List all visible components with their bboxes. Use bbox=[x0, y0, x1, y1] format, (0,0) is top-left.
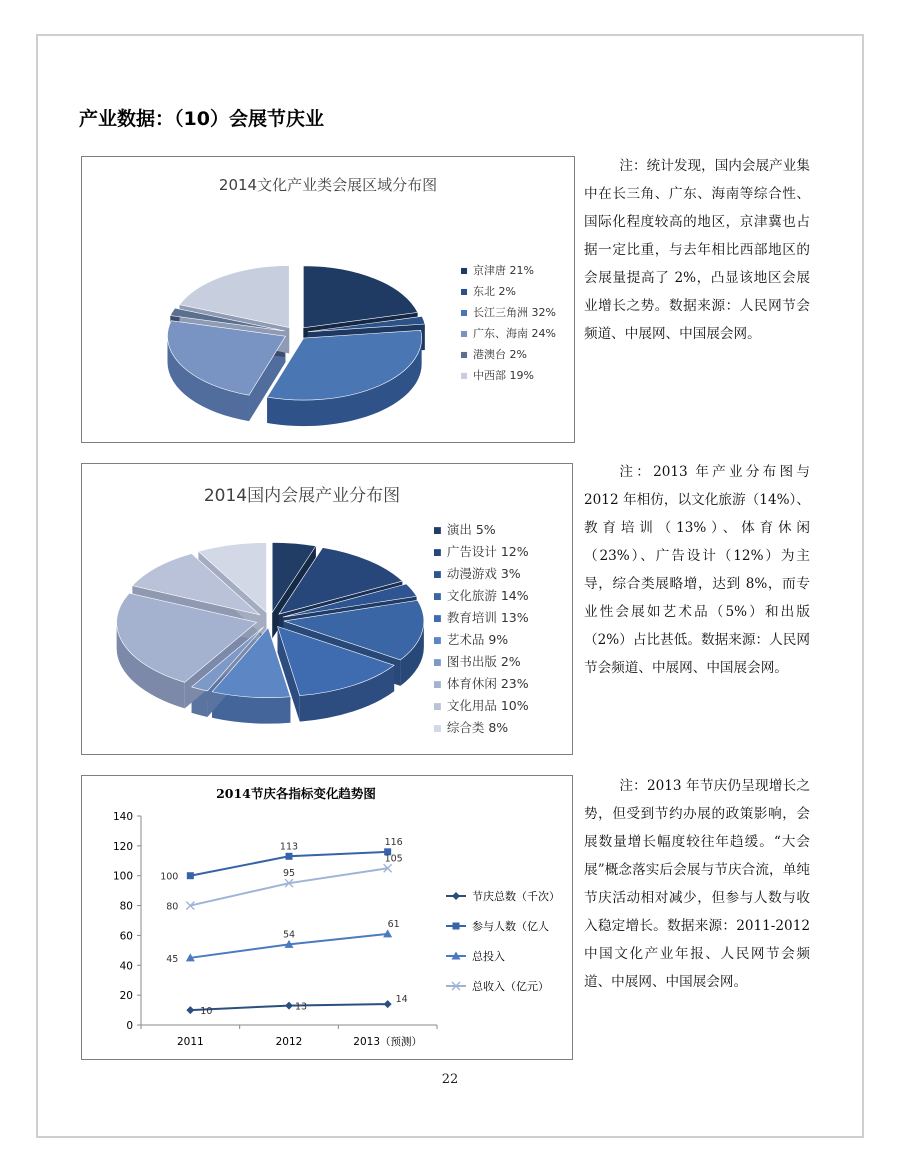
series-0-label-0: 10 bbox=[200, 1006, 213, 1018]
legend-label-2: 动漫游戏 3% bbox=[446, 566, 521, 581]
legend-swatch-4 bbox=[461, 352, 467, 358]
x-tick-label-1: 2012 bbox=[275, 1036, 303, 1048]
legend-swatch-3 bbox=[461, 331, 467, 337]
legend-label-5: 中西部 19% bbox=[473, 369, 535, 382]
page-number: 22 bbox=[441, 1072, 459, 1087]
series-2-label-1: 54 bbox=[282, 929, 296, 941]
legend-label-0: 节庆总数（千次） bbox=[472, 890, 560, 903]
legend-label-2: 长江三角洲 32% bbox=[473, 306, 557, 319]
series-0-label-1: 13 bbox=[294, 1001, 308, 1013]
legend-label-8: 文化用品 10% bbox=[446, 698, 529, 713]
legend-swatch-0 bbox=[434, 527, 441, 534]
series-1-label-0: 100 bbox=[160, 871, 179, 883]
legend-label-1: 参与人数（亿人 bbox=[472, 920, 549, 933]
series-1-label-2: 116 bbox=[384, 836, 403, 848]
series-2-label-2: 61 bbox=[387, 918, 400, 930]
legend-label-1: 广告设计 12% bbox=[446, 544, 529, 559]
legend-label-6: 图书出版 2% bbox=[446, 654, 521, 669]
series-0-label-2: 14 bbox=[395, 994, 408, 1006]
legend-swatch-6 bbox=[434, 659, 441, 666]
legend-swatch-0 bbox=[461, 268, 467, 274]
series-0-point-2 bbox=[384, 1000, 392, 1008]
legend-swatch-7 bbox=[434, 681, 441, 688]
series-1-point-1 bbox=[286, 853, 293, 860]
legend-label-0: 京津唐 21% bbox=[473, 264, 535, 277]
legend-label-3: 总收入（亿元） bbox=[472, 980, 549, 993]
region-pie-chart bbox=[81, 156, 575, 443]
note-festival-text: 注：2013 年节庆仍呈现增长之势，但受到节约办展的政策影响，会展数量增长幅度较往年趋缓。“大会展”概念落实后会展与节庆合流，单纯节庆活动相对减少，但参与人数与收入稳定增长。数据来源：2011-2012 中国文化产业年报、人民网节会频道、中展网、中国展会网。 bbox=[584, 778, 810, 990]
legend-swatch-3 bbox=[434, 593, 441, 600]
legend-swatch-5 bbox=[461, 373, 467, 379]
y-tick-label-0: 0 bbox=[126, 1020, 133, 1032]
y-tick-label-4: 80 bbox=[119, 900, 133, 913]
legend-swatch-5 bbox=[434, 637, 441, 644]
x-tick-label-0: 2011 bbox=[176, 1036, 204, 1048]
industry-pie-chart bbox=[81, 463, 573, 755]
series-1-label-1: 113 bbox=[279, 841, 299, 853]
note-region bbox=[584, 152, 810, 348]
note-industry-text: 注：2013 年产业分布图与 2012 年相仿，以文化旅游（14%）、教育培训（13%）、体育休闲（23%）、广告设计（12%）为主导，综合类展略增，达到 8%，而专业性会展如艺术品（5%）和出版（2%）占比甚低。数据来源：人民网节会频道、中展网、中国展会网。 bbox=[584, 464, 810, 676]
legend-label-4: 港澳台 2% bbox=[473, 348, 528, 361]
legend-label-3: 文化旅游 14% bbox=[446, 588, 529, 603]
region-pie-svg bbox=[82, 157, 574, 442]
legend-swatch-1 bbox=[461, 289, 467, 295]
legend-swatch-1 bbox=[434, 549, 441, 556]
legend-swatch-4 bbox=[434, 615, 441, 622]
legend-label-2: 总投入 bbox=[472, 950, 505, 963]
legend-swatch-2 bbox=[461, 310, 467, 316]
chart-title: 2014国内会展产业分布图 bbox=[203, 486, 401, 506]
legend-marker-1 bbox=[453, 923, 460, 930]
legend-label-0: 演出 5% bbox=[446, 522, 496, 537]
note-festival bbox=[584, 772, 810, 996]
y-tick-label-7: 140 bbox=[112, 811, 133, 823]
legend-label-7: 体育休闲 23% bbox=[446, 676, 529, 691]
note-region-text: 注：统计发现，国内会展产业集中在长三角、广东、海南等综合性、国际化程度较高的地区，京津冀也占据一定比重，与去年相比西部地区的会展量提高了 2%，凸显该地区会展业增长之势。数据来源：人民网节会频道、中展网、中国展会网。 bbox=[584, 158, 810, 342]
y-tick-label-5: 100 bbox=[112, 870, 133, 883]
note-industry bbox=[584, 458, 810, 682]
legend-label-1: 东北 2% bbox=[473, 285, 517, 298]
legend-label-4: 教育培训 13% bbox=[446, 610, 529, 625]
page-heading: 产业数据：（10）会展节庆业 bbox=[79, 108, 324, 130]
series-3-label-0: 80 bbox=[166, 901, 179, 913]
legend-label-5: 艺术品 9% bbox=[446, 632, 509, 647]
series-3-label-1: 95 bbox=[282, 868, 296, 880]
industry-pie-svg bbox=[82, 464, 572, 754]
legend-marker-0 bbox=[452, 892, 460, 900]
legend-label-9: 综合类 8% bbox=[446, 720, 509, 735]
y-tick-label-6: 120 bbox=[112, 840, 133, 853]
series-3-label-2: 105 bbox=[384, 853, 403, 865]
chart-title: 2014节庆各指标变化趋势图 bbox=[216, 786, 376, 801]
series-0-point-1 bbox=[285, 1002, 293, 1010]
y-tick-label-1: 20 bbox=[119, 990, 133, 1003]
y-tick-label-2: 40 bbox=[119, 960, 133, 973]
series-2-label-0: 45 bbox=[166, 953, 179, 965]
festival-line-svg bbox=[82, 776, 572, 1059]
legend-swatch-9 bbox=[434, 725, 441, 732]
legend-swatch-2 bbox=[434, 571, 441, 578]
legend-label-3: 广东、海南 24% bbox=[473, 327, 557, 340]
series-0-point-0 bbox=[186, 1006, 194, 1014]
series-1-point-0 bbox=[187, 872, 194, 879]
x-tick-label-2: 2013（预测） bbox=[353, 1036, 423, 1048]
legend-swatch-8 bbox=[434, 703, 441, 710]
chart-title: 2014文化产业类会展区域分布图 bbox=[218, 176, 438, 194]
festival-line-chart bbox=[81, 775, 573, 1060]
y-tick-label-3: 60 bbox=[119, 930, 133, 943]
